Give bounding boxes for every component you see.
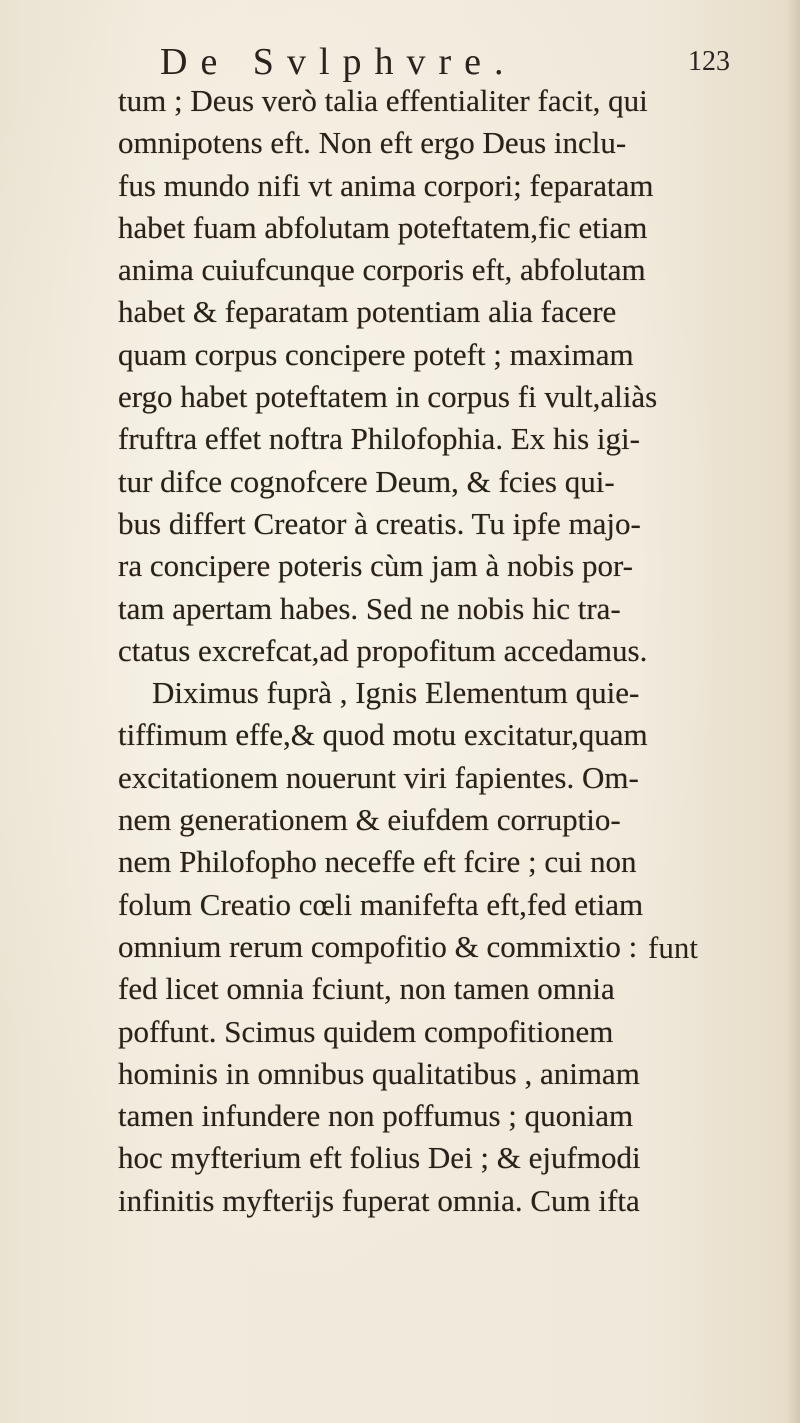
text-line: omnium rerum compofitio & commixtio :: [118, 928, 638, 964]
text-line: habet & feparatam potentiam alia facere: [118, 294, 617, 330]
text-line: fus mundo nifi vt anima corpori; feparatam: [118, 167, 654, 203]
page-number: 123: [688, 46, 730, 77]
text-line: hominis in omnibus qualitatibus , animam: [118, 1055, 640, 1091]
page-edge-shadow: [786, 0, 800, 1423]
text-line: fruftra effet noftra Philofophia. Ex his igi-: [118, 421, 640, 457]
running-title: De Svlphvre.: [160, 41, 517, 83]
text-line: ctatus excrefcat,ad propofitum accedamus.: [118, 632, 648, 668]
paragraph-start-line: Diximus fuprà , Ignis Elementum quie-: [152, 675, 640, 711]
catchword: funt: [648, 930, 698, 965]
text-line: infinitis myfterijs fuperat omnia. Cum ifta: [118, 1182, 640, 1218]
text-line: tamen infundere non poffumus ; quoniam: [118, 1098, 634, 1134]
body-text: [118, 80, 738, 1222]
text-line: tiffimum effe,& quod motu excitatur,quam: [118, 717, 648, 753]
text-line: folum Creatio cœli manifefta eft,fed etiam: [118, 886, 644, 922]
text-line: anima cuiufcunque corporis eft, abfolutam: [118, 252, 646, 288]
text-line: ergo habet poteftatem in corpus fi vult,aliàs: [118, 379, 658, 415]
text-line: quam corpus concipere poteft ; maximam: [118, 336, 634, 372]
text-line: excitationem nouerunt viri fapientes. Om-: [118, 759, 639, 795]
text-line: ra concipere poteris cùm jam à nobis por-: [118, 548, 633, 584]
text-line: nem generationem & eiufdem corruptio-: [118, 802, 621, 838]
text-line: fed licet omnia fciunt, non tamen omnia: [118, 971, 615, 1007]
text-line: bus differt Creator à creatis. Tu ipfe majo-: [118, 505, 641, 541]
text-line: poffunt. Scimus quidem compofitionem: [118, 1013, 614, 1049]
text-line: hoc myfterium eft folius Dei ; & ejufmodi: [118, 1140, 641, 1176]
text-line: tur difce cognofcere Deum, & fcies qui-: [118, 463, 615, 499]
text-line: tum ; Deus verò talia effentialiter facit, qui: [118, 83, 648, 118]
text-line: tam apertam habes. Sed ne nobis hic tra-: [118, 590, 621, 626]
text-line: omnipotens eft. Non eft ergo Deus inclu-: [118, 125, 627, 161]
text-line: nem Philofopho neceffe eft fcire ; cui non: [118, 844, 637, 880]
text-line: habet fuam abfolutam poteftatem,fic etiam: [118, 209, 648, 245]
